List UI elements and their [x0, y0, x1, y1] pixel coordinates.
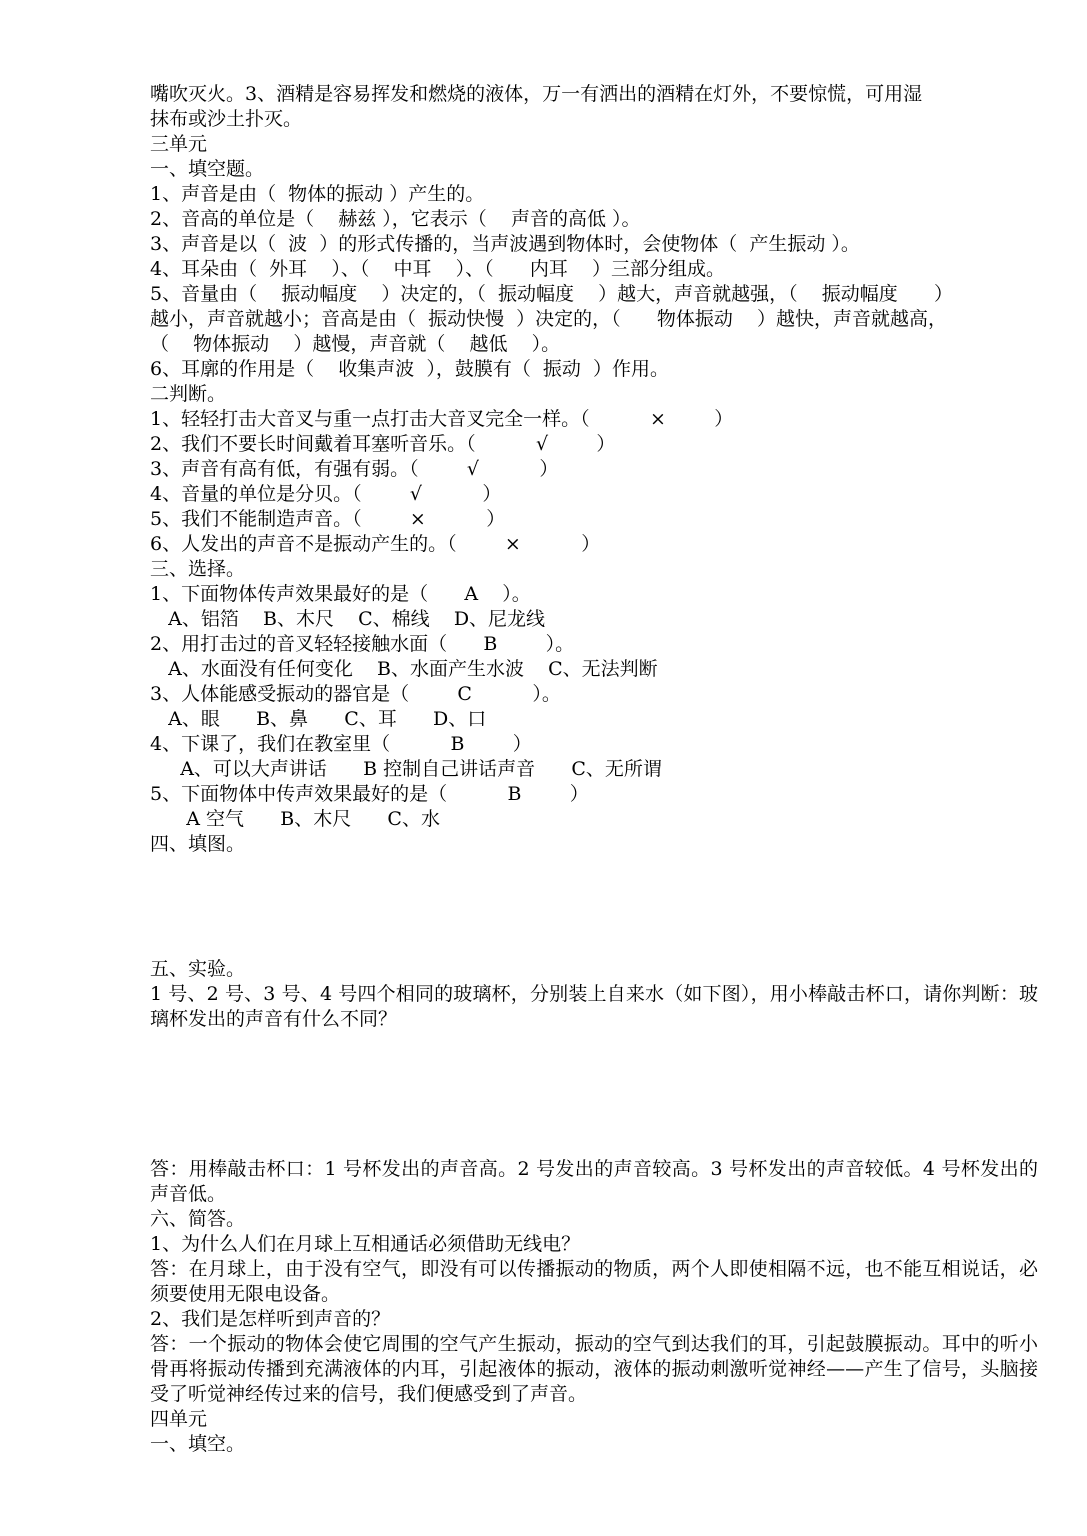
- section-unit4: [150, 1407, 1038, 1457]
- judge-item: 1、轻轻打击大音叉与重一点打击大音叉完全一样。（ × ）: [150, 408, 734, 430]
- judge-item: 3、声音有高有低，有强有弱。（ √ ）: [150, 458, 559, 480]
- section-heading: 三、选择。: [150, 558, 246, 580]
- short-question: 1、为什么人们在月球上互相通话必须借助无线电？: [150, 1233, 581, 1255]
- fill-item: 5、音量由（ 振动幅度 ）决定的，（ 振动幅度 ）越大，声音就越强，（ 振动幅度 ）: [150, 283, 954, 305]
- fill-item: 4、耳朵由（ 外耳 ）、（ 中耳 ）、（ 内耳 ）三部分组成。: [150, 258, 726, 280]
- text-line: 抹布或沙土扑灭。: [150, 108, 303, 130]
- section-heading: 五、实验。: [150, 958, 246, 980]
- short-answer: 答：一个振动的物体会使它周围的空气产生振动，振动的空气到达我们的耳，引起鼓膜振动。耳中的听小骨再将振动传播到充满液体的内耳，引起液体的振动，液体的振动刺激听觉神经——产生了信号，头脑接受了听觉神经传过来的信号，我们便感受到了声音。: [150, 1333, 1038, 1405]
- choice-options: A、可以大声讲话 B 控制自己讲话声音 C、无所谓: [150, 758, 662, 780]
- section-unit3: [150, 82, 1038, 857]
- experiment-question: 1 号、2 号、3 号、4 号四个相同的玻璃杯，分别装上自来水（如下图），用小棒敲击杯口，请你判断：玻璃杯发出的声音有什么不同？: [150, 983, 1038, 1030]
- fill-item: 1、声音是由（ 物体的振动 ）产生的。: [150, 183, 485, 205]
- section-experiment: [150, 957, 1038, 1207]
- choice-question: 5、下面物体中传声效果最好的是（ B ）: [150, 783, 589, 805]
- figure-space: [150, 1032, 1038, 1157]
- choice-question: 3、人体能感受振动的器官是（ C ）。: [150, 683, 561, 705]
- section-heading: 四、填图。: [150, 833, 246, 855]
- judge-item: 2、我们不要长时间戴着耳塞听音乐。（ √ ）: [150, 433, 616, 455]
- figure-space: [150, 857, 1038, 957]
- choice-options: A 空气 B、木尺 C、水: [150, 808, 440, 830]
- short-answer: 答：在月球上，由于没有空气，即没有可以传播振动的物质，两个人即使相隔不远，也不能互相说话，必须要使用无限电设备。: [150, 1258, 1038, 1305]
- section-heading: 一、填空。: [150, 1433, 246, 1455]
- section-heading: 一、填空题。: [150, 158, 265, 180]
- unit-heading: 三单元: [150, 133, 208, 155]
- choice-options: A、水面没有任何变化 B、水面产生水波 C、无法判断: [150, 658, 658, 680]
- fill-item: （ 物体振动 ）越慢，声音就（ 越低 ）。: [150, 333, 561, 355]
- choice-question: 1、下面物体传声效果最好的是（ A ）。: [150, 583, 531, 605]
- document-page: [150, 82, 1038, 1457]
- choice-options: A、眼 B、鼻 C、耳 D、口: [150, 708, 487, 730]
- fill-item: 6、耳廓的作用是（ 收集声波 ），鼓膜有（ 振动 ）作用。: [150, 358, 669, 380]
- experiment-answer: 答：用棒敲击杯口：1 号杯发出的声音高。2 号发出的声音较高。3 号杯发出的声音较低。4 号杯发出的声音低。: [150, 1158, 1038, 1205]
- unit-heading: 四单元: [150, 1408, 208, 1430]
- choice-question: 4、下课了，我们在教室里（ B ）: [150, 733, 532, 755]
- short-question: 2、我们是怎样听到声音的？: [150, 1308, 391, 1330]
- choice-options: A、铝箔 B、木尺 C、棉线 D、尼龙线: [150, 608, 546, 630]
- fill-item: 3、声音是以（ 波 ）的形式传播的，当声波遇到物体时，会使物体（ 产生振动 ）。: [150, 233, 860, 255]
- judge-item: 4、音量的单位是分贝。（ √ ）: [150, 483, 502, 505]
- section-short-answer: [150, 1207, 1038, 1407]
- fill-item: 2、音高的单位是（ 赫兹 ），它表示（ 声音的高低 ）。: [150, 208, 641, 230]
- judge-item: 5、我们不能制造声音。（ × ）: [150, 508, 506, 530]
- text-line: 嘴吹灭火。3、酒精是容易挥发和燃烧的液体，万一有洒出的酒精在灯外，不要惊慌，可用湿: [150, 83, 923, 105]
- section-heading: 六、简答。: [150, 1208, 246, 1230]
- choice-question: 2、用打击过的音叉轻轻接触水面（ B ）。: [150, 633, 575, 655]
- judge-item: 6、人发出的声音不是振动产生的。（ × ）: [150, 533, 601, 555]
- fill-item: 越小，声音就越小；音高是由（ 振动快慢 ）决定的，（ 物体振动 ）越快，声音就越高，: [150, 308, 948, 330]
- section-heading: 二判断。: [150, 383, 227, 405]
